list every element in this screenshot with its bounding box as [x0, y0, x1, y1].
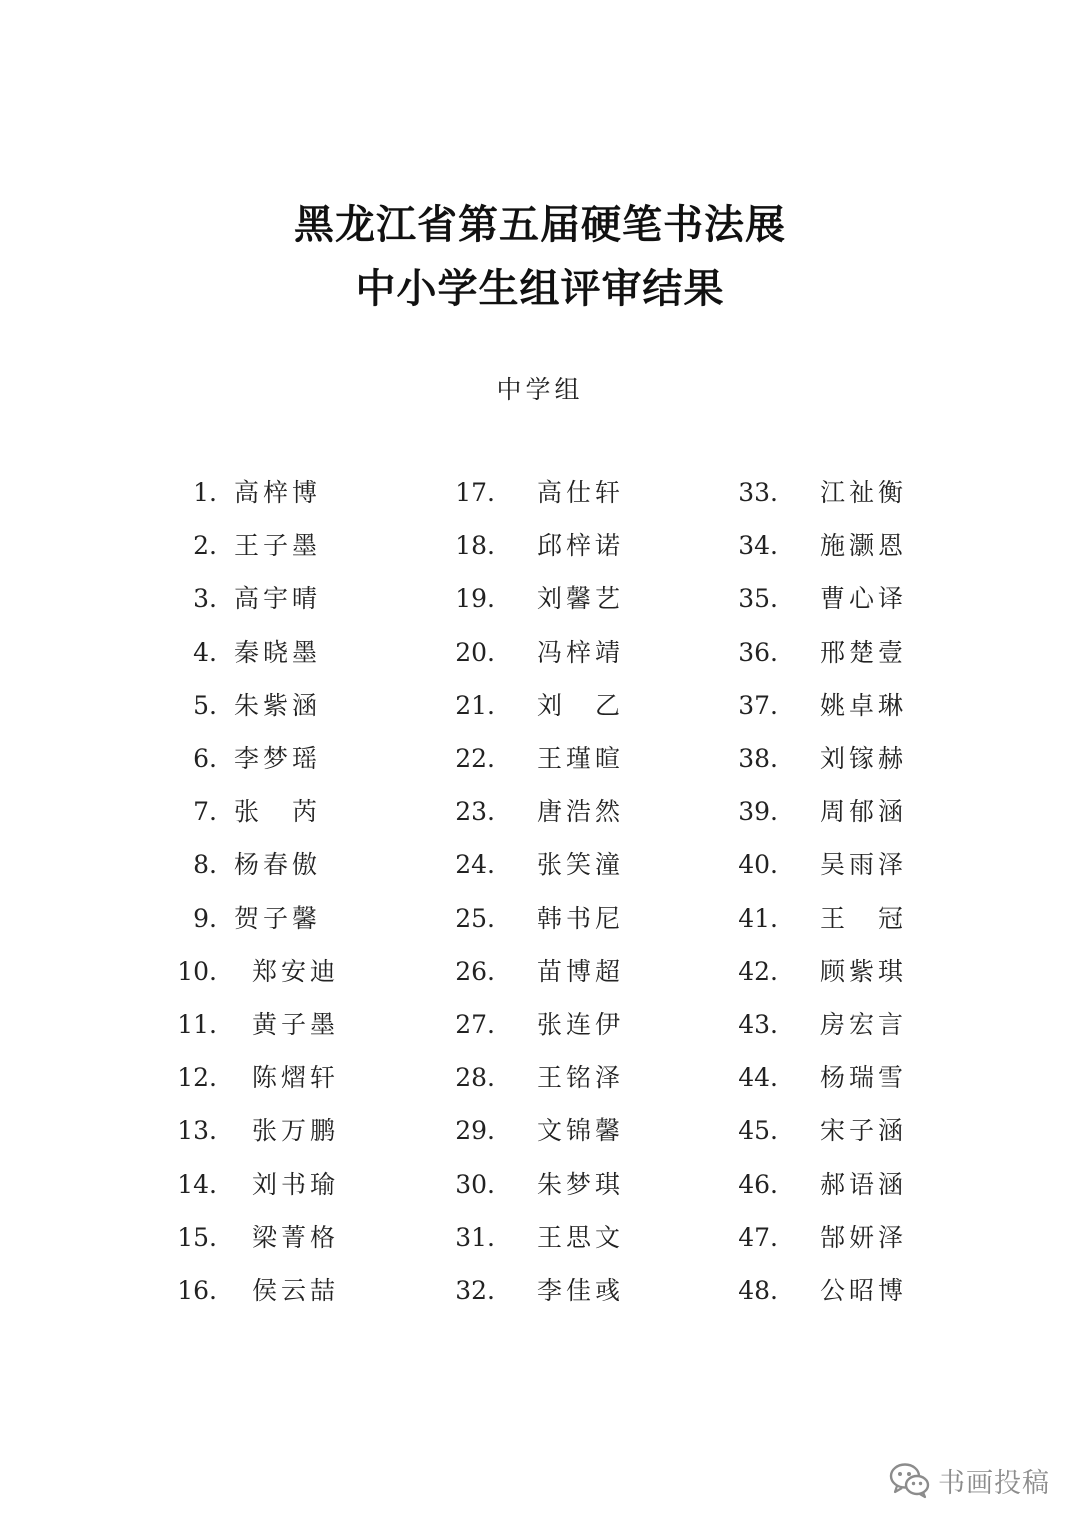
- entry-number: 47.: [738, 1222, 778, 1252]
- entry-name: 王思文: [537, 1222, 625, 1252]
- entry-number: 6.: [193, 744, 217, 773]
- entry-name: 郝语涵: [820, 1169, 908, 1199]
- entry-name: 刘馨艺: [537, 584, 625, 614]
- list-item: [0, 1220, 1080, 1256]
- entry-number: 12.: [177, 1063, 217, 1093]
- entry-name: 王 冠: [820, 903, 908, 933]
- entry-number: 3.: [193, 584, 217, 614]
- entry-number: 48.: [738, 1276, 778, 1305]
- wechat-icon: [888, 1460, 932, 1500]
- entry-number: 32.: [455, 1276, 495, 1305]
- entry-number: 38.: [738, 744, 778, 773]
- document-title-line1: 黑龙江省第五届硬笔书法展: [294, 201, 786, 248]
- entry-name: 房宏言: [820, 1010, 908, 1039]
- entry-number: 23.: [455, 797, 495, 827]
- entry-number: 42.: [738, 956, 778, 986]
- entry-name: 黄子墨: [252, 1010, 340, 1039]
- group-heading: 中学组: [496, 375, 584, 404]
- entry-number: 40.: [738, 850, 778, 880]
- entry-number: 8.: [193, 850, 217, 880]
- entry-number: 10.: [177, 956, 217, 986]
- entry-name: 杨瑞雪: [820, 1063, 908, 1093]
- entry-name: 冯梓靖: [537, 637, 625, 667]
- list-item: [0, 528, 1080, 564]
- entry-number: 19.: [455, 584, 495, 614]
- entry-number: 45.: [738, 1116, 778, 1146]
- list-item: [0, 1060, 1080, 1096]
- entry-name: 陈熠轩: [252, 1063, 340, 1093]
- entry-number: 16.: [177, 1276, 217, 1305]
- entry-number: 39.: [738, 797, 778, 827]
- entry-number: 31.: [455, 1222, 495, 1252]
- entry-name: 刘镓赫: [820, 744, 908, 773]
- entry-name: 姚卓琳: [820, 690, 908, 720]
- entry-number: 33.: [738, 478, 778, 507]
- entry-name: 高仕轩: [537, 478, 625, 507]
- entry-name: 侯云喆: [252, 1276, 340, 1305]
- entry-name: 王子墨: [234, 531, 322, 561]
- entry-number: 46.: [738, 1169, 778, 1199]
- entry-name: 杨春傲: [234, 850, 322, 880]
- list-item: [0, 475, 1080, 511]
- entry-name: 唐浩然: [537, 797, 625, 827]
- entry-name: 张笑潼: [537, 850, 625, 880]
- entry-name: 张连伊: [537, 1010, 625, 1039]
- entry-number: 25.: [455, 903, 495, 933]
- entry-number: 36.: [738, 637, 778, 667]
- entry-name: 朱紫涵: [234, 690, 322, 720]
- entry-number: 28.: [455, 1063, 495, 1093]
- entry-number: 11.: [177, 1010, 217, 1039]
- list-item: [0, 794, 1080, 830]
- entry-name: 周郁涵: [820, 797, 908, 827]
- entry-name: 苗博超: [537, 956, 625, 986]
- entry-number: 17.: [455, 478, 495, 507]
- entry-name: 王铭泽: [537, 1063, 625, 1093]
- entry-name: 朱梦琪: [537, 1169, 625, 1199]
- entry-number: 4.: [193, 637, 217, 667]
- entry-number: 1.: [193, 478, 217, 507]
- list-item: [0, 1113, 1080, 1149]
- entry-name: 李佳彧: [537, 1276, 625, 1305]
- entry-number: 5.: [193, 690, 217, 720]
- entry-name: 贺子馨: [234, 903, 322, 933]
- list-item: [0, 1007, 1080, 1043]
- entry-name: 曹心译: [820, 584, 908, 614]
- list-item: [0, 847, 1080, 883]
- entry-name: 邢楚壹: [820, 637, 908, 667]
- entry-name: 江祉衡: [820, 478, 908, 507]
- entry-number: 21.: [455, 690, 495, 720]
- entry-number: 30.: [455, 1169, 495, 1199]
- entry-name: 公昭博: [820, 1276, 908, 1305]
- entry-name: 高宇晴: [234, 584, 322, 614]
- entry-name: 韩书尼: [537, 903, 625, 933]
- entry-number: 9.: [193, 903, 217, 933]
- document-title-line2: 中小学生组评审结果: [355, 265, 725, 312]
- entry-name: 施灏恩: [820, 531, 908, 561]
- entry-number: 14.: [177, 1169, 217, 1199]
- list-item: [0, 954, 1080, 990]
- entry-number: 20.: [455, 637, 495, 667]
- entry-name: 梁菁格: [252, 1222, 340, 1252]
- entry-number: 27.: [455, 1010, 495, 1039]
- entry-number: 43.: [738, 1010, 778, 1039]
- entry-name: 刘书瑜: [252, 1169, 340, 1199]
- entry-number: 15.: [177, 1222, 217, 1252]
- entry-name: 李梦瑶: [234, 744, 322, 773]
- entry-name: 吴雨泽: [820, 850, 908, 880]
- watermark-text: 书画投稿: [938, 1467, 1050, 1499]
- list-item: [0, 901, 1080, 937]
- entry-number: 7.: [193, 797, 217, 827]
- entry-name: 张万鹏: [252, 1116, 340, 1146]
- entry-number: 34.: [738, 531, 778, 561]
- entry-number: 13.: [177, 1116, 217, 1146]
- entry-number: 35.: [738, 584, 778, 614]
- entry-number: 26.: [455, 956, 495, 986]
- entry-name: 郜妍泽: [820, 1222, 908, 1252]
- entry-number: 18.: [455, 531, 495, 561]
- entry-number: 2.: [193, 531, 217, 561]
- list-item: [0, 741, 1080, 777]
- entry-number: 37.: [738, 690, 778, 720]
- entry-name: 郑安迪: [252, 956, 340, 986]
- entry-number: 24.: [455, 850, 495, 880]
- entry-name: 张 芮: [234, 797, 322, 827]
- list-item: [0, 581, 1080, 617]
- list-item: [0, 635, 1080, 671]
- entry-name: 秦晓墨: [234, 637, 322, 667]
- entry-name: 邱梓诺: [537, 531, 625, 561]
- watermark: [888, 1458, 1058, 1502]
- entry-name: 刘 乙: [537, 690, 625, 720]
- entry-name: 文锦馨: [537, 1116, 625, 1146]
- list-item: [0, 688, 1080, 724]
- entry-number: 41.: [738, 903, 778, 933]
- entry-name: 王瑾暄: [537, 744, 625, 773]
- entry-name: 宋子涵: [820, 1116, 908, 1146]
- entry-name: 高梓博: [234, 478, 322, 507]
- list-item: [0, 1273, 1080, 1309]
- entry-number: 44.: [738, 1063, 778, 1093]
- entry-number: 22.: [455, 744, 495, 773]
- entry-name: 顾紫琪: [820, 956, 908, 986]
- list-item: [0, 1167, 1080, 1203]
- entry-number: 29.: [455, 1116, 495, 1146]
